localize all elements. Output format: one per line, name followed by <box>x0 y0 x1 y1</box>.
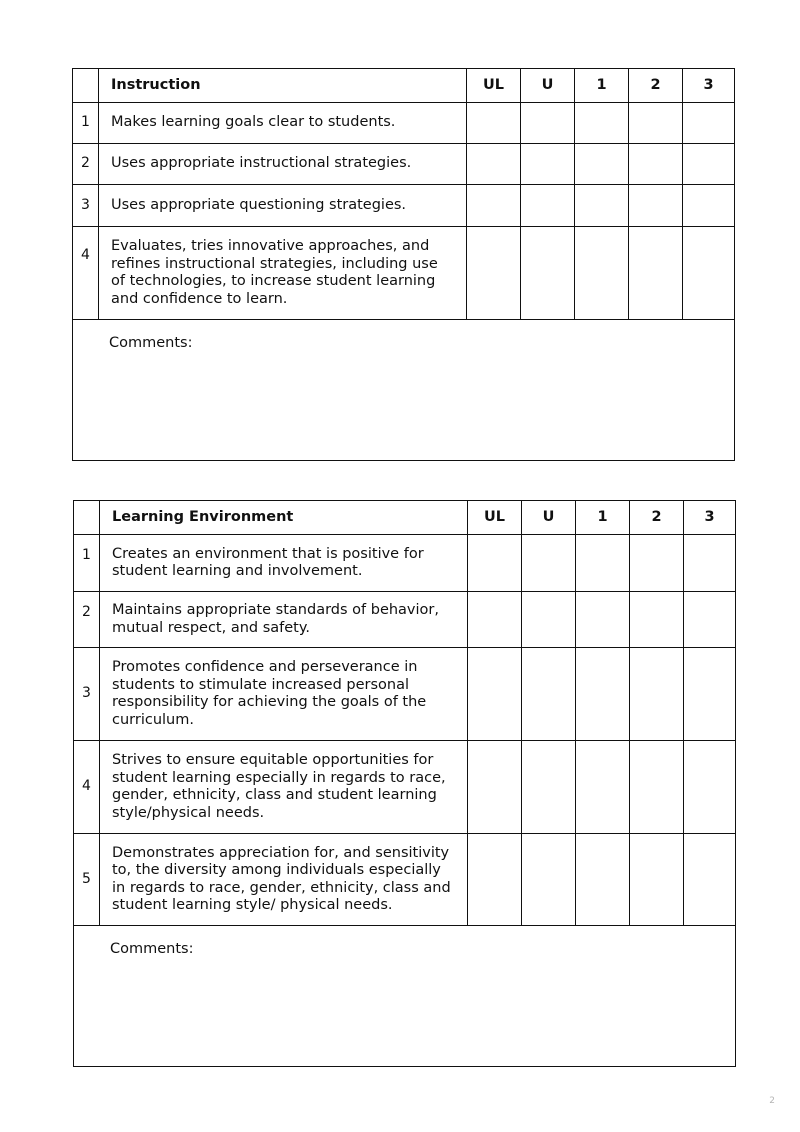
comments-field[interactable] <box>73 320 735 461</box>
rating-cell-3[interactable] <box>683 185 735 227</box>
rating-cell-2[interactable] <box>630 535 684 592</box>
rating-cell-ul[interactable] <box>468 592 522 648</box>
rating-cell-u[interactable] <box>522 592 576 648</box>
rating-cell-1[interactable] <box>575 185 629 227</box>
rating-cell-1[interactable] <box>575 144 629 185</box>
rating-cell-ul[interactable] <box>467 144 521 185</box>
rating-cell-u[interactable] <box>522 741 576 834</box>
rating-cell-u[interactable] <box>522 535 576 592</box>
rating-cell-u[interactable] <box>521 103 575 144</box>
rating-cell-3[interactable] <box>684 834 736 926</box>
rating-cell-ul[interactable] <box>467 227 521 320</box>
scale-header-2: 2 <box>629 69 683 103</box>
rating-cell-3[interactable] <box>684 648 736 741</box>
rating-cell-ul[interactable] <box>468 834 522 926</box>
rating-cell-u[interactable] <box>521 227 575 320</box>
rating-cell-2[interactable] <box>629 144 683 185</box>
criterion-row <box>74 592 736 648</box>
scale-header-u: U <box>521 69 575 103</box>
criterion-text: Uses appropriate instructional strategies. <box>99 144 467 185</box>
criterion-row <box>74 834 736 926</box>
rating-cell-u[interactable] <box>521 144 575 185</box>
criterion-row <box>73 185 735 227</box>
rating-cell-1[interactable] <box>576 592 630 648</box>
rating-cell-2[interactable] <box>629 227 683 320</box>
criterion-text: Demonstrates appreciation for, and sensitivity to, the diversity among individuals especially in regards to race, gender, ethnicity, class and student learning style/ physical needs. <box>100 834 468 926</box>
rating-cell-1[interactable] <box>575 103 629 144</box>
learning-environment-rubric-table <box>73 500 736 1067</box>
criterion-number: 3 <box>73 185 99 227</box>
rating-cell-u[interactable] <box>521 185 575 227</box>
criterion-number: 1 <box>74 535 100 592</box>
criterion-text: Maintains appropriate standards of behavior, mutual respect, and safety. <box>100 592 468 648</box>
criterion-number: 2 <box>73 144 99 185</box>
rating-cell-1[interactable] <box>576 535 630 592</box>
rating-cell-3[interactable] <box>684 535 736 592</box>
comments-label: Comments: <box>109 335 193 351</box>
criterion-text: Evaluates, tries innovative approaches, and refines instructional strategies, including use of technologies, to increase student learning and confidence to learn. <box>99 227 467 320</box>
comments-field[interactable] <box>74 926 736 1067</box>
section-title: Instruction <box>99 69 467 103</box>
scale-header-u: U <box>522 501 576 535</box>
comments-row <box>73 320 735 461</box>
rating-cell-2[interactable] <box>630 592 684 648</box>
rating-cell-ul[interactable] <box>468 648 522 741</box>
rating-cell-1[interactable] <box>576 741 630 834</box>
criterion-number: 4 <box>74 741 100 834</box>
criterion-row <box>73 103 735 144</box>
criterion-text: Promotes confidence and perseverance in students to stimulate increased personal responsibility for achieving the goals of the curriculum. <box>100 648 468 741</box>
rating-cell-1[interactable] <box>576 834 630 926</box>
rating-cell-3[interactable] <box>683 227 735 320</box>
rating-cell-2[interactable] <box>629 185 683 227</box>
criterion-number: 5 <box>74 834 100 926</box>
rating-cell-3[interactable] <box>684 592 736 648</box>
rating-cell-2[interactable] <box>630 648 684 741</box>
rating-cell-u[interactable] <box>522 648 576 741</box>
rating-cell-1[interactable] <box>576 648 630 741</box>
rating-cell-ul[interactable] <box>467 103 521 144</box>
criterion-number: 4 <box>73 227 99 320</box>
criterion-row <box>73 144 735 185</box>
criterion-row <box>74 535 736 592</box>
instruction-rubric-table <box>72 68 735 461</box>
page-number: 2 <box>769 1096 775 1106</box>
rating-cell-3[interactable] <box>683 144 735 185</box>
criterion-row <box>74 741 736 834</box>
criterion-number: 3 <box>74 648 100 741</box>
comments-label: Comments: <box>110 941 194 957</box>
rating-cell-u[interactable] <box>522 834 576 926</box>
header-number-cell <box>73 69 99 103</box>
criterion-text: Uses appropriate questioning strategies. <box>99 185 467 227</box>
criterion-number: 2 <box>74 592 100 648</box>
rating-cell-ul[interactable] <box>467 185 521 227</box>
scale-header-1: 1 <box>575 69 629 103</box>
criterion-number: 1 <box>73 103 99 144</box>
header-number-cell <box>74 501 100 535</box>
criterion-row <box>74 648 736 741</box>
rating-cell-3[interactable] <box>683 103 735 144</box>
scale-header-3: 3 <box>683 69 735 103</box>
scale-header-2: 2 <box>630 501 684 535</box>
section-title: Learning Environment <box>100 501 468 535</box>
criterion-row <box>73 227 735 320</box>
table-header-row <box>73 69 735 103</box>
rating-cell-3[interactable] <box>684 741 736 834</box>
rating-cell-2[interactable] <box>629 103 683 144</box>
criterion-text: Makes learning goals clear to students. <box>99 103 467 144</box>
rating-cell-2[interactable] <box>630 741 684 834</box>
scale-header-1: 1 <box>576 501 630 535</box>
rating-cell-ul[interactable] <box>468 741 522 834</box>
rating-cell-1[interactable] <box>575 227 629 320</box>
table-header-row <box>74 501 736 535</box>
scale-header-ul: UL <box>467 69 521 103</box>
scale-header-ul: UL <box>468 501 522 535</box>
rating-cell-ul[interactable] <box>468 535 522 592</box>
criterion-text: Creates an environment that is positive for student learning and involvement. <box>100 535 468 592</box>
comments-row <box>74 926 736 1067</box>
rating-cell-2[interactable] <box>630 834 684 926</box>
criterion-text: Strives to ensure equitable opportunities for student learning especially in regards to race, gender, ethnicity, class and student learning style/physical needs. <box>100 741 468 834</box>
scale-header-3: 3 <box>684 501 736 535</box>
